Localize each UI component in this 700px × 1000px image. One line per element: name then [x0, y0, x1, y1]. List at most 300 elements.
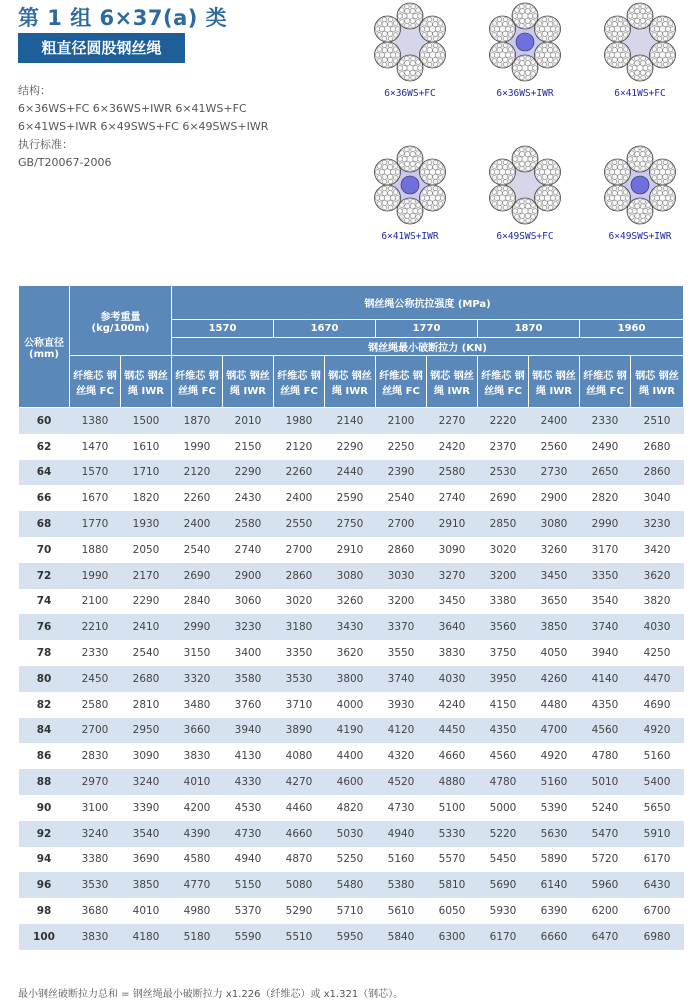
rope-wire — [548, 186, 553, 191]
rope-wire — [513, 14, 518, 19]
table-cell: 3480 — [172, 692, 223, 718]
rope-wire — [539, 26, 544, 31]
rope-wire — [635, 56, 640, 61]
rope-wire — [438, 59, 443, 64]
table-row — [19, 640, 684, 666]
rope-wire — [377, 164, 382, 169]
rope-wire — [657, 17, 662, 22]
table-cell: 4030 — [631, 614, 684, 640]
table-cell: 4600 — [325, 769, 376, 795]
header-strength: 钢丝绳公称抗拉强度 (MPa) — [172, 286, 684, 320]
rope-wire — [618, 43, 623, 48]
table-cell: 3560 — [478, 614, 529, 640]
table-cell: 4920 — [631, 718, 684, 744]
table-cell: 5380 — [376, 872, 427, 898]
table-cell: 2970 — [70, 769, 121, 795]
rope-wire — [390, 169, 395, 174]
table-cell: 3930 — [376, 692, 427, 718]
rope-wire — [427, 31, 432, 36]
rope-wire — [553, 33, 558, 38]
table-cell: 3090 — [121, 743, 172, 769]
rope-wire — [492, 176, 497, 181]
rope-wire — [510, 53, 515, 58]
rope-wire — [650, 53, 655, 58]
rope-wire — [650, 196, 655, 201]
rope-wire — [411, 4, 416, 9]
rope-wire — [520, 204, 525, 209]
rope-wire — [526, 75, 531, 80]
rope-wire — [427, 43, 432, 48]
table-cell: 3800 — [325, 666, 376, 692]
table-row — [19, 898, 684, 924]
table-cell: 3450 — [427, 589, 478, 615]
rope-wire — [542, 17, 547, 22]
table-row — [19, 614, 684, 640]
table-cell: 4730 — [223, 821, 274, 847]
breaking-force-table — [18, 285, 684, 950]
rope-wire — [433, 17, 438, 22]
table-cell: 2910 — [325, 537, 376, 563]
rope-wire — [550, 26, 555, 31]
table-cell: 2730 — [529, 460, 580, 486]
rope-wire — [379, 169, 384, 174]
rope-wire — [650, 170, 655, 175]
rope-wire — [492, 59, 497, 64]
cell-diameter: 90 — [19, 795, 70, 821]
standard-value: GB/T20067-2006 — [18, 156, 112, 169]
rope-wire — [400, 215, 405, 220]
table-cell: 3760 — [223, 692, 274, 718]
table-cell: 3580 — [223, 666, 274, 692]
table-cell: 5470 — [580, 821, 631, 847]
rope-wire — [668, 176, 673, 181]
rope-wire — [657, 57, 662, 62]
header-breaking-force: 钢丝绳最小破断拉力 (KN) — [172, 338, 684, 356]
rope-wire — [520, 161, 525, 166]
header-iwr: 钢芯 钢丝绳 IWR — [121, 356, 172, 408]
rope-wire — [665, 195, 670, 200]
rope-wire — [663, 174, 668, 179]
rope-wire — [508, 202, 513, 207]
rope-wire — [393, 59, 398, 64]
rope-wire — [492, 190, 497, 195]
rope-wire — [635, 18, 640, 23]
rope-wire — [548, 57, 553, 62]
rope-wire — [635, 166, 640, 171]
rope-wire — [630, 203, 635, 208]
rope-wire — [640, 9, 645, 14]
table-cell: 2120 — [172, 460, 223, 486]
rope-wire — [648, 66, 653, 71]
rope-caption: 6×49SWS+FC — [496, 231, 554, 242]
rope-wire — [612, 200, 617, 205]
rope-wire — [377, 21, 382, 26]
rope-wire — [535, 170, 540, 175]
rope-wire — [663, 179, 668, 184]
rope-wire — [388, 179, 393, 184]
table-cell: 4870 — [274, 847, 325, 873]
table-cell: 3950 — [478, 666, 529, 692]
rope-wire — [612, 36, 617, 41]
rope-wire — [508, 21, 513, 26]
table-cell: 2430 — [223, 485, 274, 511]
rope-wire — [438, 164, 443, 169]
rope-wire — [542, 191, 547, 196]
rope-wire — [657, 48, 662, 53]
rope-wire — [553, 59, 558, 64]
rope-wire — [548, 22, 553, 27]
rope-wire — [531, 151, 536, 156]
rope-wire — [650, 27, 655, 32]
rope-wire — [630, 72, 635, 77]
table-cell: 4320 — [376, 743, 427, 769]
rope-wire — [628, 157, 633, 162]
table-cell: 3390 — [121, 795, 172, 821]
rope-wire — [497, 174, 502, 179]
rope-wire — [427, 57, 432, 62]
structure-label: 结构： — [18, 84, 51, 97]
rope-wire — [542, 174, 547, 179]
rope-wire — [382, 179, 387, 184]
rope-wire — [503, 186, 508, 191]
rope-wire — [663, 22, 668, 27]
rope-wire — [416, 203, 421, 208]
table-cell: 4460 — [274, 795, 325, 821]
table-cell: 6200 — [580, 898, 631, 924]
rope-wire — [427, 22, 432, 27]
rope-wire — [413, 208, 418, 213]
rope-wire — [623, 202, 628, 207]
rope-wire — [424, 52, 429, 57]
rope-wire — [640, 213, 645, 218]
table-row — [19, 847, 684, 873]
rope-wire — [393, 21, 398, 26]
table-cell: 4980 — [172, 898, 223, 924]
table-cell: 3820 — [631, 589, 684, 615]
rope-wire — [537, 59, 542, 64]
structure-line-2: 6×41WS+IWR 6×49SWS+FC 6×49SWS+IWR — [18, 120, 269, 133]
table-row — [19, 743, 684, 769]
table-cell: 4200 — [172, 795, 223, 821]
rope-wire — [553, 47, 558, 52]
rope-wire — [435, 169, 440, 174]
table-cell: 2580 — [223, 511, 274, 537]
rope-wire — [548, 191, 553, 196]
rope-wire — [625, 53, 630, 58]
table-cell: 1880 — [70, 537, 121, 563]
rope-wire — [400, 72, 405, 77]
rope-wire — [382, 165, 387, 170]
table-cell: 5160 — [376, 847, 427, 873]
table-row — [19, 718, 684, 744]
table-cell: 3940 — [580, 640, 631, 666]
rope-wire — [635, 4, 640, 9]
rope-figure — [355, 145, 465, 242]
rope-wire — [497, 186, 502, 191]
rope-wire — [663, 31, 668, 36]
rope-wire — [535, 196, 540, 201]
table-row — [19, 589, 684, 615]
rope-wire — [652, 202, 657, 207]
rope-wire — [427, 48, 432, 53]
rope-wire — [440, 196, 445, 201]
rope-wire — [520, 70, 525, 75]
rope-wire — [612, 179, 617, 184]
rope-wire — [402, 156, 407, 161]
rope-wire — [411, 23, 416, 28]
rope-wire — [612, 17, 617, 22]
rope-wire — [663, 17, 668, 22]
rope-wire — [635, 61, 640, 66]
rope-wire — [382, 17, 387, 22]
rope-wire — [393, 164, 398, 169]
rope-wire — [517, 65, 522, 70]
header-fc: 纤维芯 钢丝绳 FC — [580, 356, 631, 408]
table-cell: 6140 — [529, 872, 580, 898]
rope-wire — [643, 156, 648, 161]
rope-wire — [438, 47, 443, 52]
table-cell: 4000 — [325, 692, 376, 718]
table-cell: 5000 — [478, 795, 529, 821]
table-cell: 6470 — [580, 924, 631, 950]
table-cell: 4940 — [223, 847, 274, 873]
rope-wire — [410, 213, 415, 218]
rope-wire — [612, 165, 617, 170]
table-cell: 3230 — [631, 511, 684, 537]
rope-wire — [420, 27, 425, 32]
rope-wire — [618, 57, 623, 62]
rope-wire — [526, 23, 531, 28]
rope-wire — [427, 200, 432, 205]
table-cell: 2650 — [580, 460, 631, 486]
rope-wire — [646, 215, 651, 220]
rope-wire — [654, 169, 659, 174]
rope-wire — [433, 48, 438, 53]
header-fc: 纤维芯 钢丝绳 FC — [376, 356, 427, 408]
rope-wire — [377, 190, 382, 195]
table-cell: 3680 — [70, 898, 121, 924]
table-cell: 4260 — [529, 666, 580, 692]
rope-wire — [657, 31, 662, 36]
rope-wire — [663, 62, 668, 67]
rope-wire — [422, 59, 427, 64]
rope-wire — [427, 36, 432, 41]
rope-wire — [375, 27, 380, 32]
rope-wire — [609, 52, 614, 57]
rope-wire — [607, 176, 612, 181]
cell-diameter: 84 — [19, 718, 70, 744]
table-cell: 5220 — [478, 821, 529, 847]
rope-wire — [553, 176, 558, 181]
table-cell: 2270 — [427, 408, 478, 434]
rope-wire — [503, 62, 508, 67]
rope-wire — [533, 209, 538, 214]
rope-wire — [411, 56, 416, 61]
rope-wire — [542, 160, 547, 165]
rope-wire — [402, 13, 407, 18]
table-cell: 2700 — [274, 537, 325, 563]
table-cell: 3240 — [70, 821, 121, 847]
rope-wire — [665, 52, 670, 57]
table-cell: 1470 — [70, 434, 121, 460]
table-cell: 3150 — [172, 640, 223, 666]
table-cell: 4350 — [478, 718, 529, 744]
table-cell: 5400 — [631, 769, 684, 795]
rope-wire — [635, 199, 640, 204]
table-cell: 5450 — [478, 847, 529, 873]
table-cell: 3030 — [376, 563, 427, 589]
cell-diameter: 78 — [19, 640, 70, 666]
rope-wire — [492, 21, 497, 26]
spec-info — [18, 82, 268, 172]
rope-wire — [416, 215, 421, 220]
rope-wire — [670, 53, 675, 58]
cell-diameter: 100 — [19, 924, 70, 950]
rope-wire — [413, 156, 418, 161]
rope-wire — [609, 169, 614, 174]
rope-wire — [555, 196, 560, 201]
rope-wire — [612, 31, 617, 36]
rope-wire — [555, 170, 560, 175]
rope-wire — [410, 152, 415, 157]
rope-wire — [503, 31, 508, 36]
rope-wire — [640, 204, 645, 209]
rope-wire — [440, 53, 445, 58]
table-cell: 3270 — [427, 563, 478, 589]
rope-wire — [395, 170, 400, 175]
table-cell: 3020 — [478, 537, 529, 563]
rope-wire — [548, 165, 553, 170]
rope-wire — [623, 21, 628, 26]
rope-wire — [537, 21, 542, 26]
table-cell: 4780 — [580, 743, 631, 769]
table-cell: 2990 — [580, 511, 631, 537]
table-cell: 1610 — [121, 434, 172, 460]
rope-wire — [612, 62, 617, 67]
rope-wire — [657, 174, 662, 179]
rope-wire — [494, 26, 499, 31]
rope-wire — [646, 72, 651, 77]
rope-wire — [497, 43, 502, 48]
table-cell: 4450 — [427, 718, 478, 744]
table-cell: 2700 — [70, 718, 121, 744]
table-row — [19, 408, 684, 434]
table-cell: 5100 — [427, 795, 478, 821]
table-cell: 5330 — [427, 821, 478, 847]
rope-wire — [657, 22, 662, 27]
table-cell: 3380 — [70, 847, 121, 873]
table-cell: 2840 — [172, 589, 223, 615]
table-cell: 4880 — [427, 769, 478, 795]
rope-wire — [526, 199, 531, 204]
rope-wire — [515, 72, 520, 77]
table-row — [19, 434, 684, 460]
rope-wire — [623, 164, 628, 169]
table-cell: 5930 — [478, 898, 529, 924]
table-cell: 3530 — [274, 666, 325, 692]
rope-wire — [533, 157, 538, 162]
rope-wire — [605, 27, 610, 32]
table-cell: 3890 — [274, 718, 325, 744]
rope-wire — [612, 22, 617, 27]
rope-wire — [388, 160, 393, 165]
table-cell: 6660 — [529, 924, 580, 950]
rope-wire — [416, 151, 421, 156]
rope-wire — [630, 151, 635, 156]
structure-line-1: 6×36WS+FC 6×36WS+IWR 6×41WS+FC — [18, 102, 247, 115]
rope-wire — [433, 174, 438, 179]
rope-wire — [623, 59, 628, 64]
rope-wire — [382, 205, 387, 210]
table-row — [19, 769, 684, 795]
table-cell: 5510 — [274, 924, 325, 950]
rope-wire — [646, 60, 651, 65]
rope-wire — [400, 60, 405, 65]
rope-cross-section-image — [485, 2, 565, 82]
rope-wire — [515, 151, 520, 156]
rope-caption: 6×36WS+IWR — [496, 88, 554, 99]
table-cell: 3370 — [376, 614, 427, 640]
table-cell: 2950 — [121, 718, 172, 744]
rope-wire — [550, 169, 555, 174]
table-cell: 1380 — [70, 408, 121, 434]
rope-caption: 6×41WS+FC — [614, 88, 666, 99]
rope-wire — [533, 14, 538, 19]
rope-wire — [553, 21, 558, 26]
rope-wire — [635, 218, 640, 223]
rope-wire — [618, 200, 623, 205]
table-cell: 1820 — [121, 485, 172, 511]
rope-wire — [411, 75, 416, 80]
rope-wire — [641, 218, 646, 223]
cell-diameter: 64 — [19, 460, 70, 486]
rope-wire — [607, 202, 612, 207]
rope-wire — [427, 191, 432, 196]
rope-wire — [405, 70, 410, 75]
rope-wire — [427, 62, 432, 67]
table-cell: 2560 — [529, 434, 580, 460]
rope-wire — [398, 209, 403, 214]
steel-core — [631, 176, 649, 194]
table-row — [19, 821, 684, 847]
table-cell: 2860 — [631, 460, 684, 486]
rope-wire — [607, 59, 612, 64]
header-grade: 1570 — [172, 320, 274, 338]
table-cell: 2690 — [172, 563, 223, 589]
rope-wire — [494, 169, 499, 174]
cell-diameter: 74 — [19, 589, 70, 615]
rope-wire — [520, 4, 525, 9]
rope-wire — [438, 202, 443, 207]
table-cell: 3620 — [325, 640, 376, 666]
rope-wire — [668, 33, 673, 38]
rope-wire — [623, 176, 628, 181]
rope-wire — [497, 179, 502, 184]
table-cell: 3060 — [223, 589, 274, 615]
table-cell: 4660 — [427, 743, 478, 769]
rope-wire — [657, 36, 662, 41]
rope-wire — [382, 36, 387, 41]
rope-wire — [379, 195, 384, 200]
rope-wire — [630, 8, 635, 13]
table-cell: 6170 — [631, 847, 684, 873]
rope-wire — [513, 209, 518, 214]
rope-wire — [420, 196, 425, 201]
rope-wire — [416, 8, 421, 13]
rope-wire — [433, 22, 438, 27]
rope-wire — [620, 195, 625, 200]
rope-wire — [652, 164, 657, 169]
